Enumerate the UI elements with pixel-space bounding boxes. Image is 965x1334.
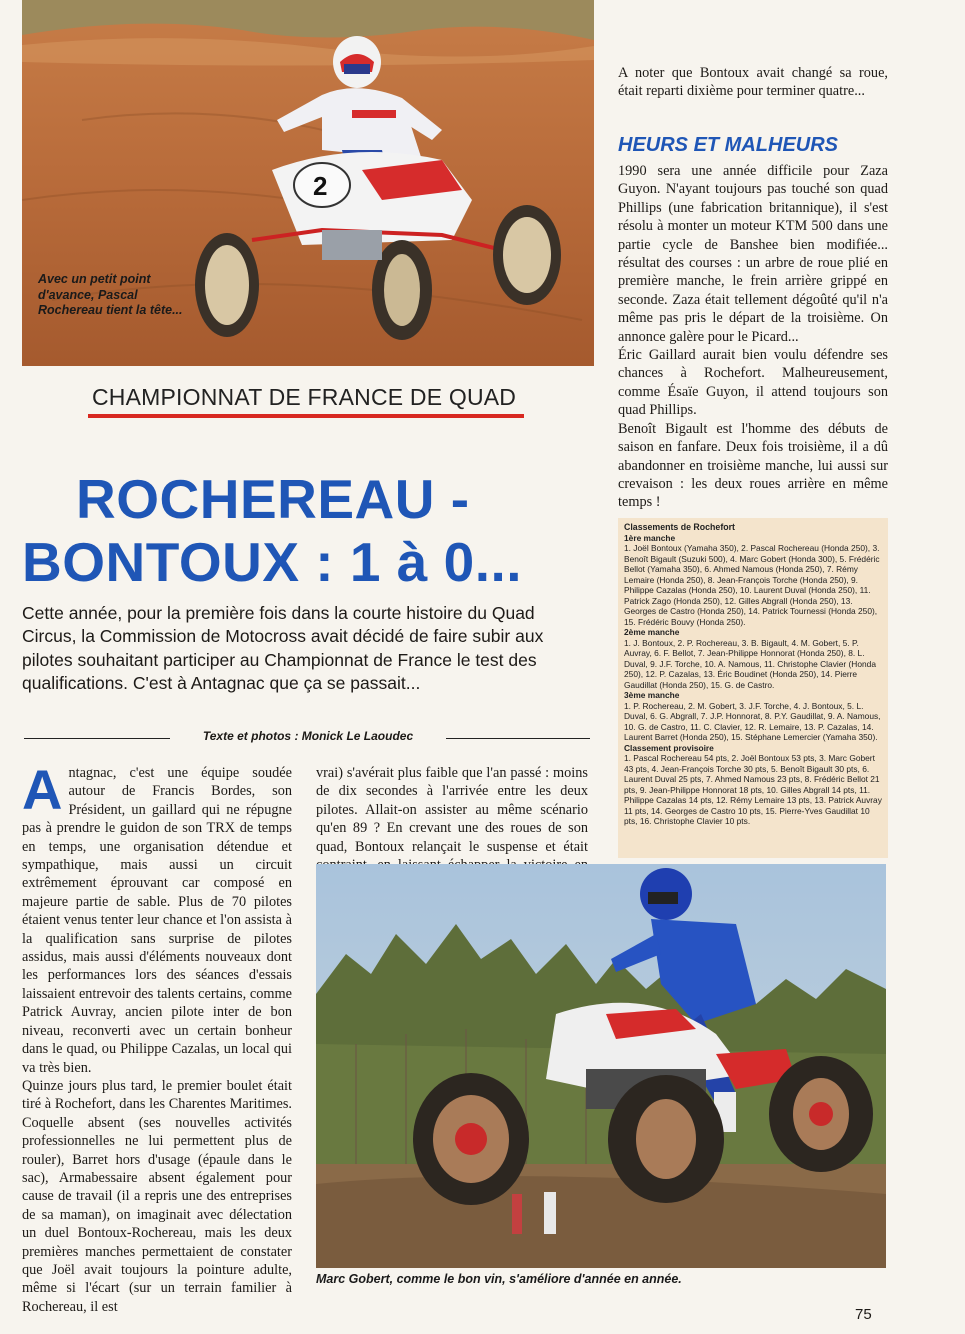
drop-cap: A xyxy=(22,758,63,821)
number-plate-2: 2 xyxy=(313,171,328,201)
credit-rule-left xyxy=(24,738,170,739)
photo-gobert-quad xyxy=(316,864,886,1268)
body-column-3-intro xyxy=(618,64,888,101)
kicker-underline xyxy=(88,414,524,418)
body-paragraph: Benoît Bigault est l'homme des débuts de saison en fanfare. Deux fois troisième, il a dû abandonner en troisième manche, lui aussi sur crevaison : les deux roues arrière en même temps ! xyxy=(618,420,888,511)
results-section-heading: 1ère manche xyxy=(624,532,676,543)
results-section-heading: Classement provisoire xyxy=(624,742,714,753)
results-section-heading: 3ème manche xyxy=(624,690,680,700)
headline-line-1: ROCHEREAU - xyxy=(76,468,470,530)
body-paragraph: 1990 sera une année difficile pour Zaza Guyon. N'ayant toujours pas touché son quad Phillips (une fabrication britannique), il s'est résolu à monter un moteur KTM 500 dans une partie cycle de Banshee bien modifiée... résultat des courses : un arbre de roue plié en première manche, le frein arrière grippé en seconde. Zaza était tellement dégoûté qu'il n'a même pas pris le départ de la troisième. On annonce galère pour le Picard... xyxy=(618,163,888,345)
section-kicker: CHAMPIONNAT DE FRANCE DE QUAD xyxy=(92,384,517,410)
body-text: ntagnac, c'est une équipe soudée autour de Francis Bordes, son Président, un gaillard qui ne répugne pas à prendre le guidon de son TRX de temps en temps, une organisation détendue et sympathique, mais aussi un circuit extrêmement éprouvant car composé en majeure partie de sable. Plus de 70 pilotes étaient venus tenter leur chance et l'on assista à la qualification sans surprise de pilotes assidus, mais aussi d'éléments nouveaux dont les performances lors des séances d'essais laissaient entrevoir des talents certains, comme Patrick Auvray, ancien pilote inter de bon niveau, reconverti avec un certain bonheur dans le quad, ou Philippe Cazalas, un local qui va très bien. xyxy=(22,765,292,1076)
body-paragraph: A noter que Bontoux avait changé sa roue, était reparti dixième pour terminer quatre... xyxy=(618,65,888,100)
body-paragraph: Quinze jours plus tard, le premier boulet était tiré à Rochefort, dans les Charentes Maritimes. Coquelle absent (ses nouvelles activités professionnelles ne lui permettent plus de rouler), Barret hors d'usage (épaule dans le sac), Armabessaire absent également pour cause de travail (il a repris une des entreprises de sa maman), on imaginait avec délectation un duel Bontoux-Rochereau, mais les deux premières manches permettaient de constater que Joël avait toujours la pointure adulte, même si l'écart (sur un terrain familier à Rochereau, il est xyxy=(22,1077,292,1315)
credit-rule-right xyxy=(446,738,590,739)
subheading: HEURS ET MALHEURS xyxy=(618,134,839,156)
results-section-text: 1. Joël Bontoux (Yamaha 350), 2. Pascal Rochereau (Honda 250), 3. Benoît Bigault (Suzuki 500), 4. Marc Gobert (Honda 300), 5. Frédéric Bellot (Yamaha 350), 6. Ahmed Namous (Honda 250), 7. Rémy Lemaire (Honda 250), 8. Jean-François Torche (Honda 250), 9. Philippe Cazalas (Honda 250), 10. Laurent Duval (Honda 250), 11. Patrick Zago (Honda 250), 12. Gilles Abgrall (Honda 250), 13. Georges de Castro (Honda 250), 14. Patrick Tournessi (Honda 250), 15. Frédéric Bouvy (Honda 250). xyxy=(624,543,880,627)
photo-caption-rochereau: Avec un petit point d'avance, Pascal Rochereau tient la tête... xyxy=(38,272,183,317)
results-section-text: 1. J. Bontoux, 2. P. Rochereau, 3. B. Bigault, 4. M. Gobert, 5. P. Auvray, 6. F. Bellot, 7. Jean-Philippe Honnorat (Honda 250), 8. L. Duval, 9. J.F. Torche, 10. A. Namous, 11. Christophe Clavier (Honda 250), 12. P. Cazalas, 13. Éric Boudinet (Honda 250), 14. Pierre Gaudillat (Honda 250), 15. G. de Castro. xyxy=(624,637,876,690)
body-column-3 xyxy=(618,162,888,512)
results-section-text: 1. P. Rochereau, 2. M. Gobert, 3. J.F. Torche, 4. J. Bontoux, 5. L. Duval, 6. G. Abgrall, 7. J.P. Honnorat, 8. P.Y. Gaudillat, 9. A. Namous, 10. G. de Castro, 11. C. Clavier, 12. R. Lemaire, 13. P. Cazalas, 14. Laurent Barret (Honda 250), 15. Stéphane Lemercier (Yamaha 350). xyxy=(624,700,881,742)
body-paragraph: vrai) s'avérait plus faible que l'an passé : moins de dix secondes à l'arrivée entre les deux pilotes. Allait-on assister au même scénario qu'en 89 ? En crevant une des roues de son quad, Bontoux relançait le suspense et était xyxy=(316,765,588,855)
photo-caption-gobert: Marc Gobert, comme le bon vin, s'améliore d'année en année. xyxy=(316,1272,682,1286)
body-column-1 xyxy=(22,758,292,1316)
headline xyxy=(22,468,582,594)
headline-line-2: BONTOUX : 1 à 0... xyxy=(22,531,523,593)
results-title: Classements de Rochefort xyxy=(624,522,735,532)
results-box xyxy=(618,518,888,858)
page-number: 75 xyxy=(855,1306,872,1323)
lead-paragraph: Cette année, pour la première fois dans la courte histoire du Quad Circus, la Commission de Motocross avait décidé de faire subir aux pilotes souhaitant participer au Championnat de France le test des qualifications. C'est à Antagnac que ça se passait... xyxy=(22,603,544,694)
photo-rochereau-quad xyxy=(22,0,594,366)
results-section-text: 1. Pascal Rochereau 54 pts, 2. Joël Bontoux 53 pts, 3. Marc Gobert 43 pts, 4. Jean-François Torche 30 pts, 5. Benoît Bigault 30 pts, 6. Laurent Duval 25 pts, 7. Ahmed Namous 23 pts, 8. Frédéric Bellot 21 pts, 9. Jean-Philippe Honnorat 18 pts, 10. Gilles Abgrall 14 pts, 11. Philippe Cazalas 14 pts, 12. Rémy Lemaire 13 pts, 13. Patrick Auvray 11 pts, 14. Georges de Castro 10 pts, 15. Pierre-Yves Gaudillat 10 pts, 16. Christophe Clavier 10 pts. xyxy=(624,753,882,826)
results-section-heading: 2ème manche xyxy=(624,627,680,637)
body-paragraph: Éric Gaillard aurait bien voulu défendre ses chances à Rochefort. Malheureusement, comme Ésaïe Guyon, il attend toujours son quad Phillips. xyxy=(618,347,888,419)
photo-credit: Texte et photos : Monick Le Laoudec xyxy=(202,729,414,743)
body-paragraph xyxy=(22,758,292,1077)
